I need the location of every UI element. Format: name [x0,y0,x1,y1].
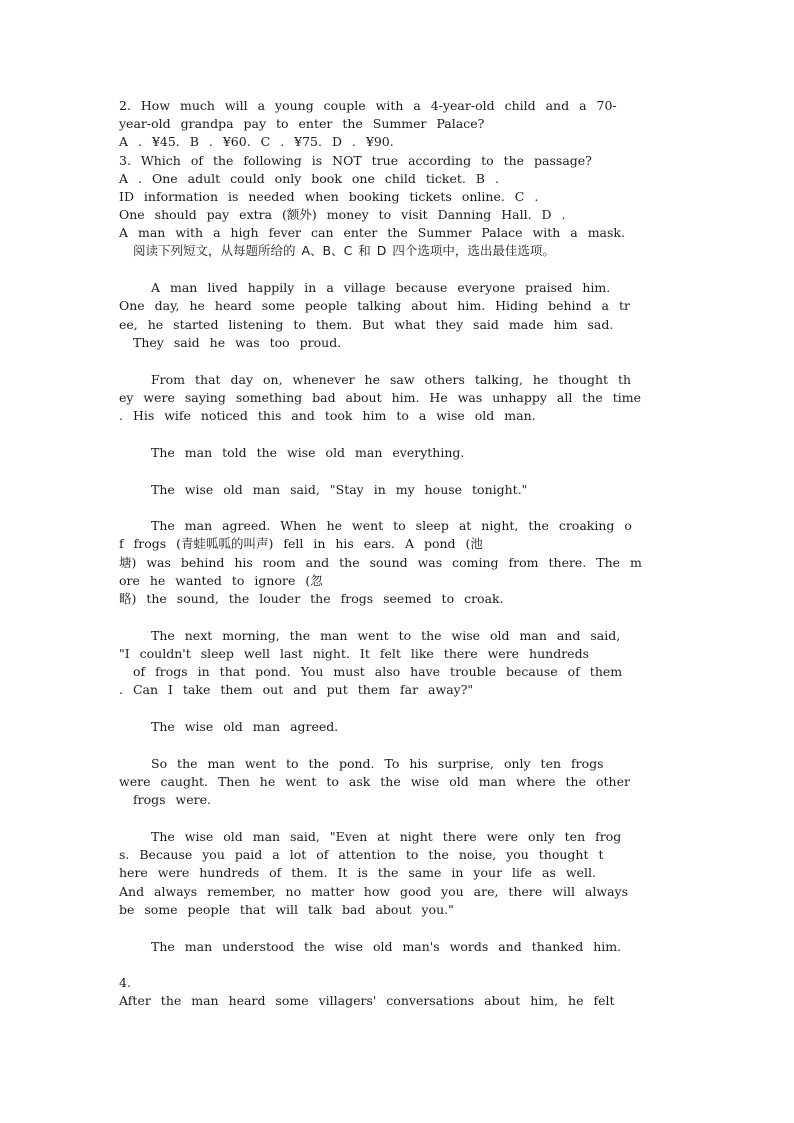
paragraph-2-line-2: ey were saying something bad about him. He was unhappy all the time [119,390,642,405]
paragraph-8-line-3: frogs were. [133,792,211,807]
paragraph-5-line-1: The man agreed. When he went to sleep at night, the croaking o [151,518,632,533]
reading-instruction: 阅读下列短文，从每题所给的 A、B、C 和 D 四个选项中，选出最佳选项。 [133,243,555,258]
paragraph-9-line-5: be some people that will talk bad about you." [119,902,454,917]
question-4-number: 4. [119,975,131,990]
paragraph-6-line-2: "I couldn't sleep well last night. It felt like there were hundreds [119,646,589,661]
paragraph-2-line-1: From that day on, whenever he saw others talking, he thought th [151,372,632,387]
paragraph-1-line-2: One day, he heard some people talking about him. Hiding behind a tr [119,298,630,313]
question-4-text: After the man heard some villagers' conversations about him, he felt [119,993,615,1008]
paragraph-8-line-2: were caught. Then he went to ask the wise old man where the other [119,774,630,789]
question-2-options: A . ¥45. B . ¥60. C . ¥75. D . ¥90. [119,134,394,149]
paragraph-4: The wise old man said, "Stay in my house tonight." [151,482,528,497]
paragraph-9-line-1: The wise old man said, "Even at night there were only ten frog [151,829,622,844]
paragraph-6-line-3: of frogs in that pond. You must also have trouble because of them [133,664,623,679]
question-3-line-5: A man with a high fever can enter the Summer Palace with a mask. [119,225,625,240]
paragraph-2-line-3: . His wife noticed this and took him to a wise old man. [119,408,536,423]
paragraph-5-line-2: f frogs (青蛙呱呱的叫声) fell in his ears. A pond (池 [119,536,483,551]
paragraph-10: The man understood the wise old man's words and thanked him. [151,939,622,954]
paragraph-9-line-3: here were hundreds of them. It is the same in your life as well. [119,865,596,880]
question-3-line-2: A . One adult could only book one child ticket. B . [119,171,499,186]
paragraph-7: The wise old man agreed. [151,719,339,734]
paragraph-6-line-4: . Can I take them out and put them far away?" [119,682,474,697]
paragraph-5-line-5: 略) the sound, the louder the frogs seemed to croak. [119,591,504,606]
paragraph-5-line-3: 塘) was behind his room and the sound was coming from there. The m [119,555,642,570]
question-2-line-2: year-old grandpa pay to enter the Summer Palace? [119,116,485,131]
question-3-line-4: One should pay extra (额外) money to visit Danning Hall. D . [119,207,566,222]
paragraph-9-line-4: And always remember, no matter how good you are, there will always [119,884,628,899]
paragraph-1-line-4: They said he was too proud. [133,335,342,350]
paragraph-1-line-1: A man lived happily in a village because everyone praised him. [151,280,611,295]
paragraph-6-line-1: The next morning, the man went to the wise old man and said, [151,628,621,643]
paragraph-9-line-2: s. Because you paid a lot of attention to the noise, you thought t [119,847,604,862]
question-3-line-3: ID information is needed when booking tickets online. C . [119,189,539,204]
paragraph-1-line-3: ee, he started listening to them. But what they said made him sad. [119,317,614,332]
question-3-line-1: 3. Which of the following is NOT true according to the passage? [119,153,592,168]
paragraph-8-line-1: So the man went to the pond. To his surprise, only ten frogs [151,756,604,771]
paragraph-5-line-4: ore he wanted to ignore (忽 [119,573,323,588]
question-2-line-1: 2. How much will a young couple with a 4-year-old child and a 70- [119,98,617,113]
paragraph-3: The man told the wise old man everything. [151,445,465,460]
